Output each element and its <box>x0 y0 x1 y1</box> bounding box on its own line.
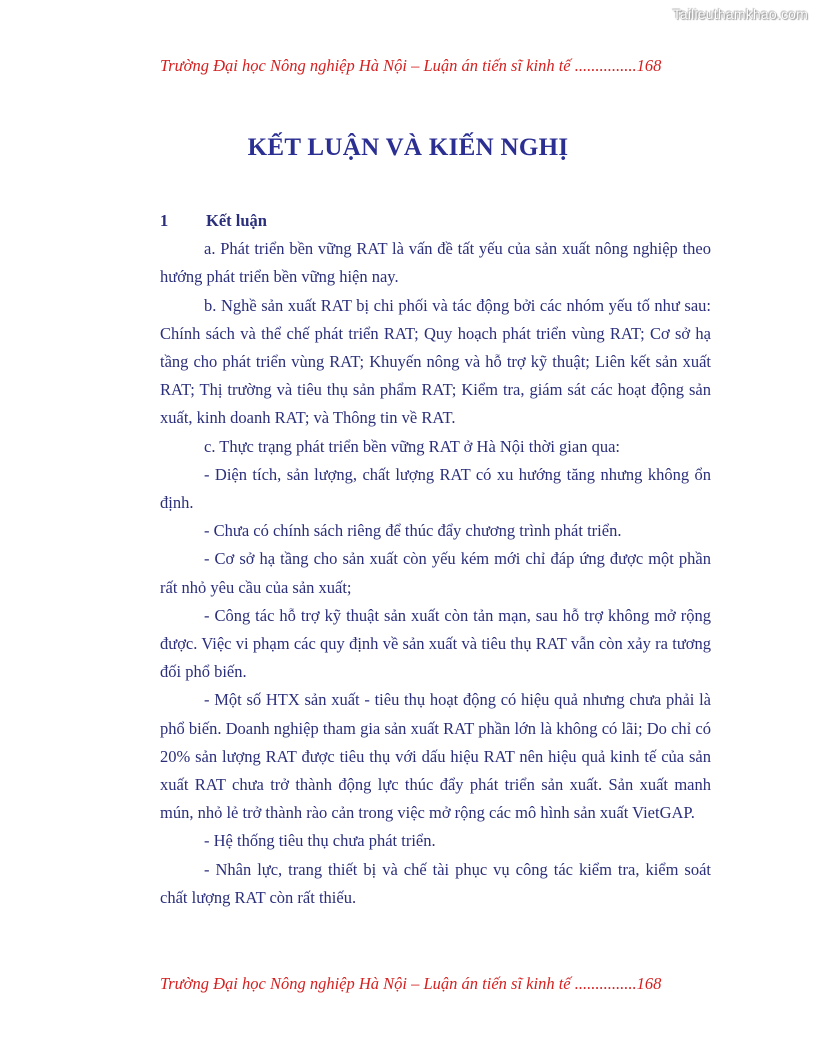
section-title: Kết luận <box>206 211 267 230</box>
section-heading <box>160 207 711 235</box>
bullet-policy: - Chưa có chính sách riêng để thúc đẩy chương trình phát triển. <box>204 521 622 541</box>
bullet-area-output: - Diện tích, sản lượng, chất lượng RAT có xu hướng tăng nhưng không ổn định. <box>160 464 711 513</box>
section-number: 1 <box>160 211 169 230</box>
paragraph-b: b. Nghề sản xuất RAT bị chi phối và tác động bởi các nhóm yếu tố như sau: Chính sách và thể chế phát triển RAT; Quy hoạch phát triển vùng RAT; Cơ sở hạ tầng cho phát triển vùng RAT; Khuyến nông và hỗ trợ kỹ thuật; Liên kết sản xuất RAT; Thị trường và tiêu thụ sản phẩm RAT; Kiểm tra, giám sát các hoạt động sản xuất, kinh doanh RAT; và Thông tin về RAT. <box>160 295 711 428</box>
bullet-infrastructure: - Cơ sở hạ tầng cho sản xuất còn yếu kém mới chỉ đáp ứng được một phần rất nhỏ yêu cầu của sản xuất; <box>160 549 711 597</box>
bullet-inspection: - Nhân lực, trang thiết bị và chế tài phục vụ công tác kiểm tra, kiểm soát chất lượng RAT còn rất thiếu. <box>160 859 711 907</box>
watermark: Tailieuthamkhao.com <box>672 6 808 22</box>
document-body <box>160 207 711 912</box>
page-title: KẾT LUẬN VÀ KIẾN NGHỊ <box>247 134 569 161</box>
running-footer: Trường Đại học Nông nghiệp Hà Nội – Luận án tiến sĩ kinh tế ...............168 <box>160 974 662 993</box>
paragraph-c: c. Thực trạng phát triển bền vững RAT ở Hà Nội thời gian qua: <box>204 436 620 456</box>
bullet-technical-support: - Công tác hỗ trợ kỹ thuật sản xuất còn tản mạn, sau hỗ trợ không mở rộng được. Việc vi phạm các quy định về sản xuất và tiêu thụ RAT vẫn còn xảy ra tương đối phổ biến. <box>160 605 711 682</box>
bullet-consumption: - Hệ thống tiêu thụ chưa phát triển. <box>204 831 436 851</box>
bullet-cooperatives: - Một số HTX sản xuất - tiêu thụ hoạt động có hiệu quả nhưng chưa phải là phổ biến. Doanh nghiệp tham gia sản xuất RAT phần lớn là không có lãi; Do chỉ có 20% sản lượng RAT được tiêu thụ với dấu hiệu RAT nên hiệu quả kinh tế của sản xuất RAT chưa trở thành động lực thúc đẩy phát triển sản xuất. Sản xuất manh mún, nhỏ lẻ trở thành rào cản trong việc mở rộng các mô hình sản xuất VietGAP. <box>160 690 711 823</box>
running-header: Trường Đại học Nông nghiệp Hà Nội – Luận án tiến sĩ kinh tế ...............168 <box>160 56 662 75</box>
paragraph-a: a. Phát triển bền vững RAT là vấn đề tất yếu của sản xuất nông nghiệp theo hướng phát triển bền vững hiện nay. <box>160 239 711 287</box>
